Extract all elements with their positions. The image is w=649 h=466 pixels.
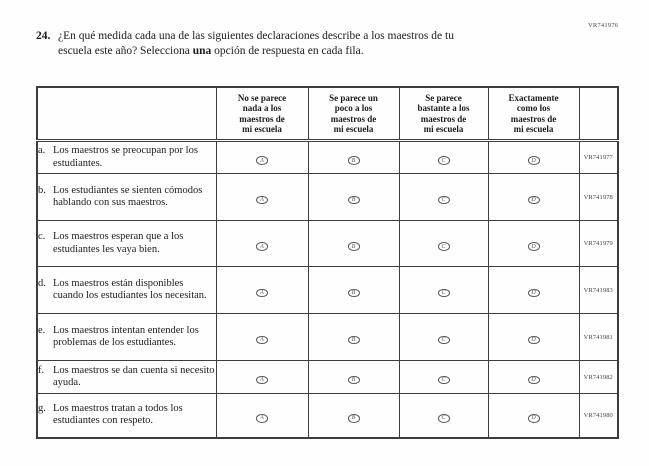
response-oval-b[interactable] — [348, 336, 360, 345]
oval-letter: D — [531, 377, 536, 383]
oval-letter: A — [260, 157, 264, 164]
statement-text: Los maestros están disponibles cuando los estudiantes los necesitan. — [53, 277, 207, 301]
table-row — [37, 394, 618, 438]
response-oval-c[interactable] — [438, 156, 450, 165]
response-oval-c[interactable] — [438, 336, 450, 345]
statement-text: Los maestros esperan que a los estudiantes les vaya bien. — [53, 231, 184, 255]
question-line2-after: opción de respuesta en cada fila. — [211, 44, 364, 57]
oval-letter: B — [351, 377, 356, 383]
response-oval-d[interactable] — [528, 336, 540, 345]
oval-letter: D — [531, 290, 536, 296]
response-oval-b[interactable] — [348, 242, 360, 251]
table-row — [37, 361, 618, 394]
table-row — [37, 141, 618, 174]
oval-letter: A — [260, 337, 264, 343]
response-oval-c[interactable] — [438, 196, 450, 205]
oval-letter: C — [441, 290, 446, 296]
item-code: VR741977 — [579, 141, 618, 174]
response-oval-a[interactable] — [256, 336, 268, 345]
response-oval-b[interactable] — [348, 289, 360, 298]
statement-letter: e. — [38, 324, 46, 336]
question-number: 24. — [36, 30, 51, 42]
oval-letter: D — [531, 157, 536, 164]
response-oval-d[interactable] — [528, 376, 540, 385]
response-oval-b[interactable] — [348, 414, 360, 423]
oval-letter: B — [351, 157, 356, 164]
response-oval-c[interactable] — [438, 376, 450, 385]
response-oval-a[interactable] — [256, 289, 268, 298]
statement-text: Los maestros tratan a todos los estudiantes con respeto. — [53, 402, 183, 427]
statement-letter: b. — [38, 184, 46, 196]
oval-letter: D — [531, 197, 536, 203]
oval-letter: C — [441, 243, 446, 250]
column-header-a-little: Se parece un poco a los maestros de mi escuela — [308, 87, 399, 141]
item-code: VR741982 — [579, 361, 618, 394]
oval-letter: D — [531, 337, 536, 343]
response-oval-a[interactable] — [256, 196, 268, 205]
statement-text: Los maestros intentan entender los problemas de los estudiantes. — [53, 324, 199, 348]
statement-text: Los maestros se preocupan por los estudiantes. — [53, 145, 198, 169]
column-header-quite-a-bit: Se parece bastante a los maestros de mi escuela — [399, 87, 488, 141]
statement-letter: d. — [38, 277, 46, 289]
column-header-exactly: Exactamente como los maestros de mi escuela — [488, 87, 579, 141]
response-oval-d[interactable] — [528, 156, 540, 165]
oval-letter: C — [441, 377, 446, 383]
response-oval-c[interactable] — [438, 242, 450, 251]
response-oval-a[interactable] — [256, 156, 268, 165]
response-matrix-table — [36, 86, 619, 439]
response-oval-d[interactable] — [528, 242, 540, 251]
statement-text: Los estudiantes se sienten cómodos hablando con sus maestros. — [53, 184, 203, 208]
page-accession-code: VR741976 — [588, 22, 619, 29]
oval-letter: A — [260, 243, 264, 250]
statement-letter: a. — [38, 145, 46, 156]
oval-letter: A — [260, 377, 264, 383]
column-header-not-at-all: No se parece nada a los maestros de mi escuela — [216, 87, 308, 141]
table-row — [37, 174, 618, 221]
oval-letter: B — [351, 243, 356, 250]
header-row — [37, 87, 618, 141]
response-oval-d[interactable] — [528, 196, 540, 205]
oval-letter: A — [260, 415, 264, 422]
statement-letter: f. — [38, 364, 45, 376]
response-oval-a[interactable] — [256, 414, 268, 423]
response-oval-d[interactable] — [528, 289, 540, 298]
oval-letter: D — [531, 243, 536, 250]
question-text — [58, 29, 570, 58]
question-line2-bold: una — [192, 44, 212, 57]
item-code: VR741979 — [579, 221, 618, 267]
oval-letter: A — [260, 197, 264, 203]
oval-letter: B — [351, 197, 356, 203]
item-code: VR741981 — [579, 314, 618, 361]
response-oval-b[interactable] — [348, 156, 360, 165]
response-oval-b[interactable] — [348, 196, 360, 205]
oval-letter: B — [351, 290, 356, 296]
oval-letter: C — [441, 415, 446, 422]
response-oval-c[interactable] — [438, 289, 450, 298]
statement-letter: c. — [38, 231, 46, 242]
table-row — [37, 221, 618, 267]
question-line2-before: escuela este año? Selecciona — [58, 44, 193, 57]
response-oval-a[interactable] — [256, 242, 268, 251]
response-oval-d[interactable] — [528, 414, 540, 423]
table-row — [37, 314, 618, 361]
oval-letter: C — [441, 337, 446, 343]
oval-letter: B — [351, 415, 356, 422]
oval-letter: B — [351, 337, 356, 343]
response-oval-b[interactable] — [348, 376, 360, 385]
code-column-header — [579, 87, 618, 141]
item-code: VR741978 — [579, 174, 618, 221]
question-line1: ¿En qué medida cada una de las siguientes declaraciones describe a los maestros de tu — [58, 30, 454, 42]
response-oval-c[interactable] — [438, 414, 450, 423]
item-code: VR741980 — [579, 394, 618, 438]
item-code: VR741983 — [579, 267, 618, 314]
statement-text: Los maestros se dan cuenta si necesito ayuda. — [53, 364, 215, 388]
oval-letter: C — [441, 197, 446, 203]
statement-column-header — [37, 87, 216, 141]
oval-letter: C — [441, 157, 446, 164]
response-oval-a[interactable] — [256, 376, 268, 385]
statement-letter: g. — [38, 402, 46, 414]
oval-letter: A — [260, 290, 264, 296]
table-row — [37, 267, 618, 314]
oval-letter: D — [531, 415, 536, 422]
